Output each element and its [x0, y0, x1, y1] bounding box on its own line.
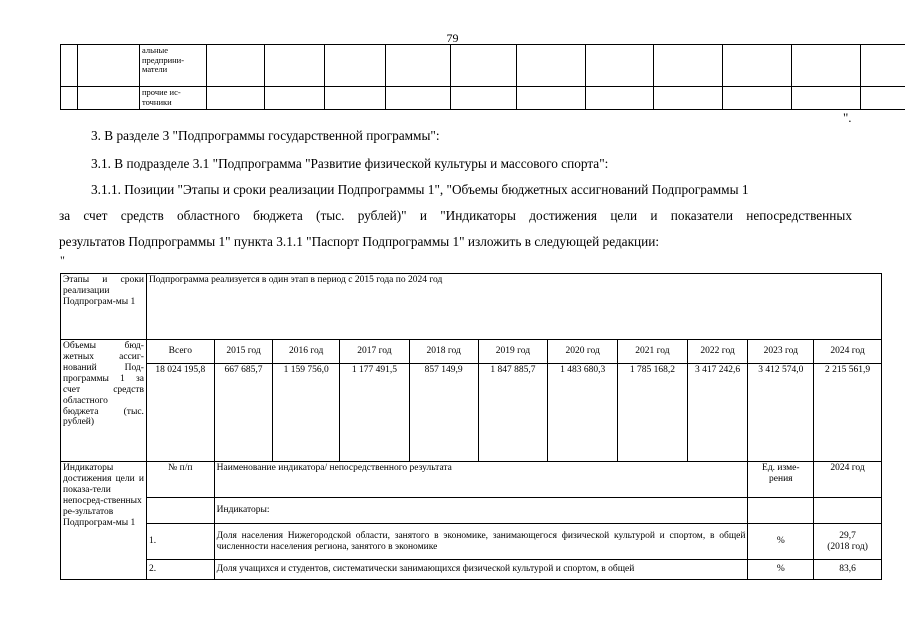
budget-header: 2019 год — [478, 340, 548, 364]
budget-value: 3 417 242,6 — [687, 364, 748, 462]
indicator-unit: % — [748, 524, 814, 560]
budget-value: 1 847 885,7 — [478, 364, 548, 462]
source-label: прочие ис-точники — [140, 87, 207, 110]
budget-value: 667 685,7 — [214, 364, 273, 462]
indicator-name-header: Наименование индикатора/ непосредственного результата — [214, 462, 748, 498]
prev-cell — [207, 45, 265, 87]
budget-value: 1 483 680,3 — [548, 364, 618, 462]
prev-cell — [723, 45, 792, 87]
stages-value: Подпрограмма реализуется в один этап в период с 2015 года по 2024 год — [146, 274, 881, 340]
prev-cell — [451, 87, 517, 110]
indicator-value: 83,6 — [814, 560, 882, 580]
stages-label: Этапы и сроки реализации Подпрограм-мы 1 — [61, 274, 147, 340]
prev-cell — [861, 87, 905, 110]
opening-quote: " — [60, 253, 65, 267]
budget-value: 2 215 561,9 — [814, 364, 882, 462]
budget-header: 2015 год — [214, 340, 273, 364]
budget-header: 2016 год — [273, 340, 340, 364]
budget-header: 2017 год — [340, 340, 410, 364]
passport-table — [60, 273, 882, 580]
prev-cell — [586, 45, 654, 87]
prev-cell — [207, 87, 265, 110]
indicator-unit: % — [748, 560, 814, 580]
prev-cell — [78, 45, 140, 87]
prev-cell — [792, 45, 861, 87]
prev-cell — [265, 87, 325, 110]
prev-cell — [61, 45, 78, 87]
prev-cell — [517, 45, 586, 87]
indicator-unit-header: Ед. изме-рения — [748, 462, 814, 498]
indicators-section-title: Индикаторы: — [214, 498, 748, 524]
prev-cell — [586, 87, 654, 110]
budget-value: 1 159 756,0 — [273, 364, 340, 462]
prev-cell — [792, 87, 861, 110]
budget-value: 857 149,9 — [409, 364, 478, 462]
budget-label: Объемы бюд-жетных ассиг-нований Под-программы 1 за счет средств областного бюджета (тыс. рублей) — [61, 340, 147, 462]
page-number: 79 — [446, 31, 459, 45]
indicator-value: 29,7 — [839, 530, 856, 541]
prev-cell — [654, 45, 723, 87]
budget-header: 2018 год — [409, 340, 478, 364]
paragraph-3-1-1-line1: 3.1.1. Позиции "Этапы и сроки реализации Подпрограммы 1", "Объемы бюджетных ассигнований Подпрограммы 1 — [91, 182, 749, 197]
prev-cell — [861, 45, 905, 87]
prev-cell — [386, 45, 451, 87]
budget-value: 3 412 574,0 — [748, 364, 814, 462]
prev-cell — [78, 87, 140, 110]
prev-cell — [325, 45, 386, 87]
indicator-year-header: 2024 год — [814, 462, 882, 498]
budget-value: 1 177 491,5 — [340, 364, 410, 462]
prev-cell — [517, 87, 586, 110]
paragraph-3-1-1-line3: результатов Подпрограммы 1" пункта 3.1.1 "Паспорт Подпрограммы 1" изложить в следующей редакции: — [59, 234, 660, 249]
previous-table-fragment — [60, 44, 905, 110]
prev-cell — [265, 45, 325, 87]
indicator-name: Доля населения Нижегородской области, занятого в экономике, занимающегося физической культурой и спортом, в общей численности населения региона, занятого в экономике — [214, 524, 748, 560]
prev-cell — [654, 87, 723, 110]
indicator-num: 1. — [146, 524, 214, 560]
prev-cell — [386, 87, 451, 110]
empty-cell — [748, 498, 814, 524]
closing-quote: ". — [843, 110, 852, 125]
source-label: альные предприни-матели — [140, 45, 207, 87]
indicator-num-header: № п/п — [146, 462, 214, 498]
empty-cell — [146, 498, 214, 524]
budget-header: 2023 год — [748, 340, 814, 364]
paragraph-subsection-3-1: 3.1. В подразделе 3.1 "Подпрограмма "Развитие физической культуры и массового спорта": — [91, 156, 609, 171]
budget-value: 1 785 168,2 — [618, 364, 688, 462]
budget-header: 2021 год — [618, 340, 688, 364]
indicators-label: Индикаторы достижения цели и показа-тели непосред-ственных ре-зультатов Подпрограм-мы 1 — [61, 462, 147, 580]
prev-cell — [451, 45, 517, 87]
empty-cell — [814, 498, 882, 524]
prev-cell — [325, 87, 386, 110]
indicator-num: 2. — [146, 560, 214, 580]
indicator-value-cell — [814, 524, 882, 560]
budget-header: 2022 год — [687, 340, 748, 364]
indicator-name: Доля учащихся и студентов, систематически занимающихся физической культурой и спортом, в общей — [214, 560, 748, 580]
budget-header: 2020 год — [548, 340, 618, 364]
budget-header: Всего — [146, 340, 214, 364]
budget-value: 18 024 195,8 — [146, 364, 214, 462]
budget-header: 2024 год — [814, 340, 882, 364]
prev-cell — [61, 87, 78, 110]
paragraph-3-1-1-line2: за счет средств областного бюджета (тыс. рублей)" и "Индикаторы достижения цели и показатели непосредственных — [59, 208, 852, 223]
prev-cell — [723, 87, 792, 110]
indicator-value-note: (2018 год) — [827, 541, 868, 552]
paragraph-section-3: 3. В разделе 3 "Подпрограммы государственной программы": — [91, 128, 440, 143]
